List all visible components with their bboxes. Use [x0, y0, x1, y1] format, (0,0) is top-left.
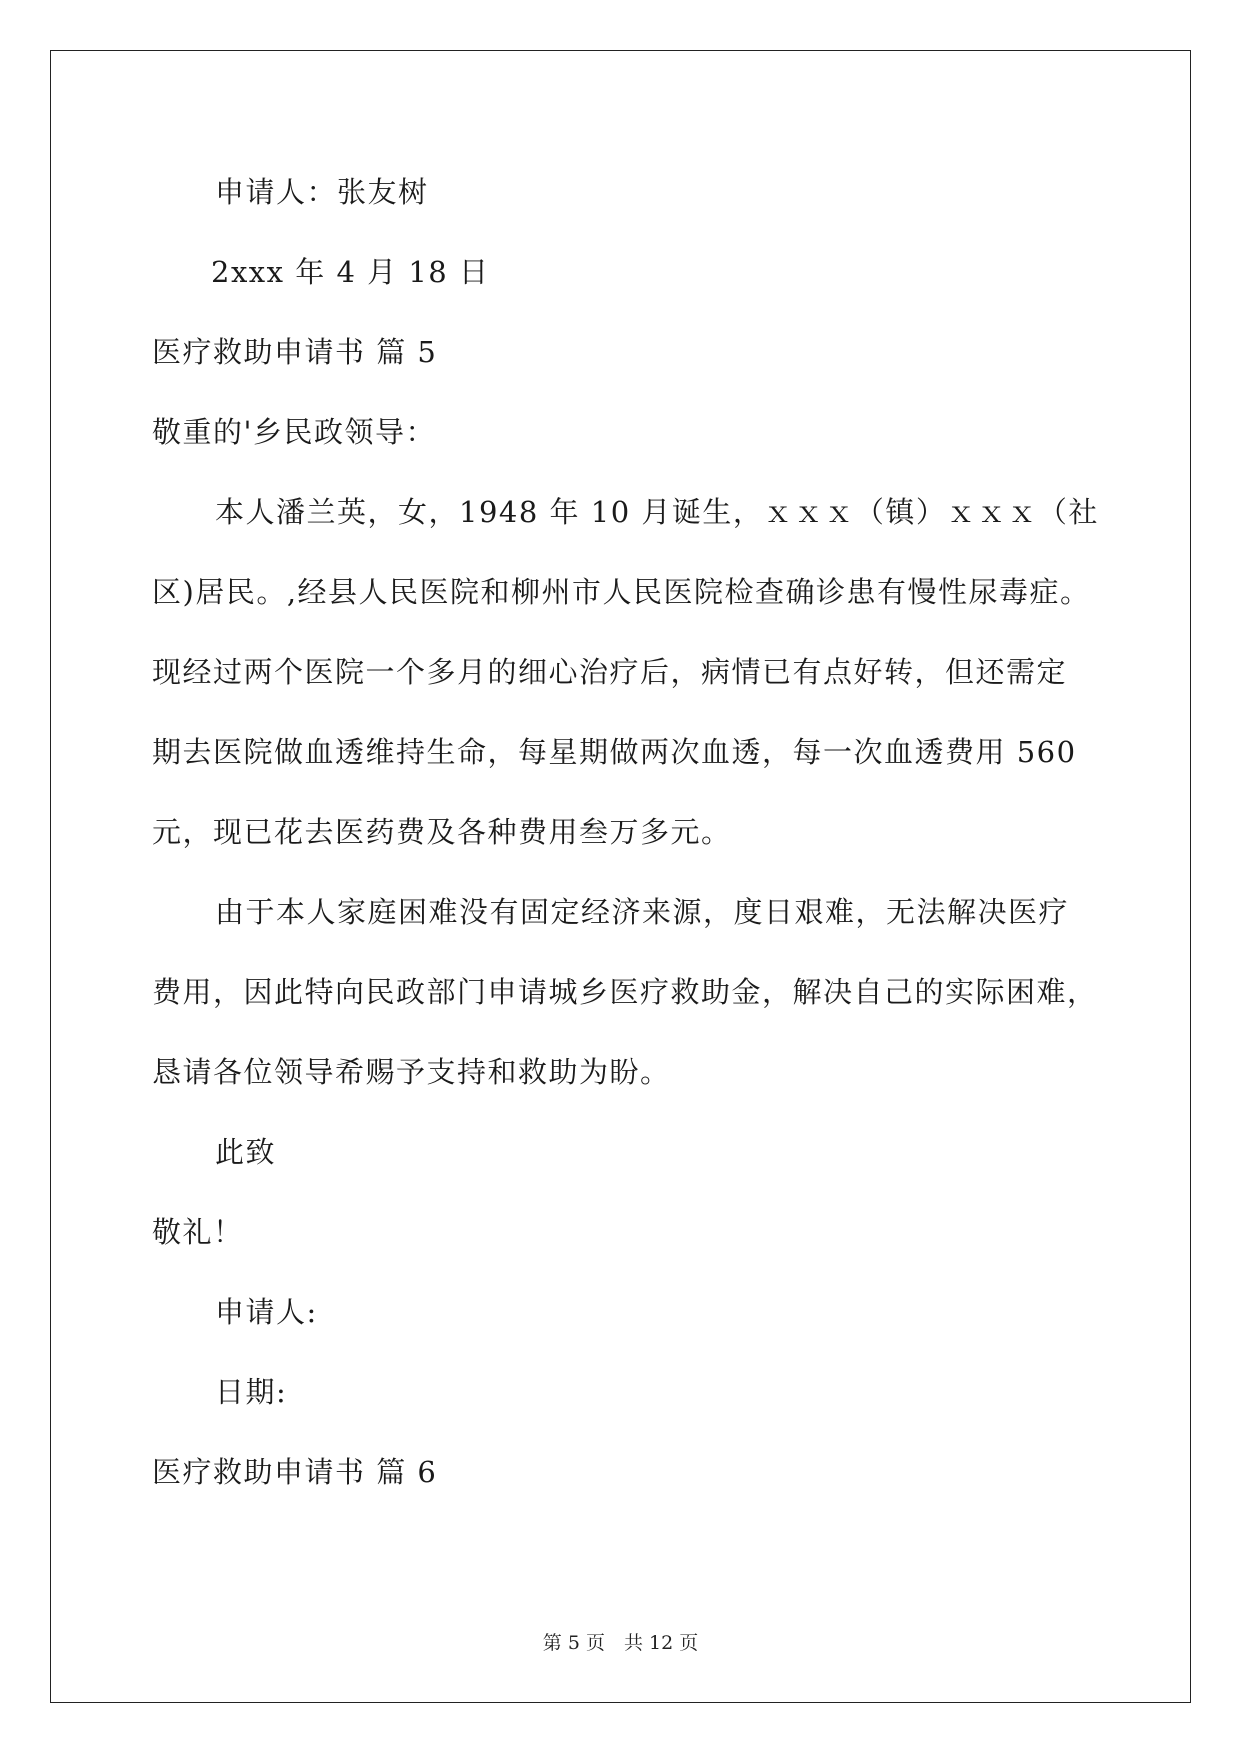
closing-cizhi: 此致 — [215, 1135, 277, 1169]
para1-line4: 期去医院做血透维持生命，每星期做两次血透，每一次血透费用 560 — [152, 735, 1077, 769]
para1-line2: 区)居民。,经县人民医院和柳州市人民医院检查确诊患有慢性尿毒症。 — [152, 575, 1091, 609]
section-heading-5: 医疗救助申请书 篇 5 — [152, 335, 438, 369]
para2-line3: 恳请各位领导希赐予支持和救助为盼。 — [152, 1055, 671, 1089]
para2-line2: 费用，因此特向民政部门申请城乡医疗救助金，解决自己的实际困难， — [152, 975, 1098, 1009]
para2-line1: 由于本人家庭困难没有固定经济来源，度日艰难，无法解决医疗 — [215, 895, 1070, 929]
para1-line1: 本人潘兰英，女，1948 年 10 月诞生，ｘｘｘ（镇）ｘｘｘ（社 — [215, 495, 1099, 529]
para1-line3: 现经过两个医院一个多月的细心治疗后，病情已有点好转，但还需定 — [152, 655, 1068, 689]
applicant-label: 申请人: — [215, 1295, 318, 1329]
section-heading-6: 医疗救助申请书 篇 6 — [152, 1455, 438, 1489]
signature-date: 2xxx 年 4 月 18 日 — [211, 255, 490, 289]
applicant-signature: 申请人：张友树 — [215, 175, 429, 209]
date-label: 日期: — [215, 1375, 288, 1409]
closing-jingli: 敬礼！ — [152, 1215, 244, 1249]
page-number: 第 5 页 共 12 页 — [542, 1632, 699, 1654]
salutation: 敬重的'乡民政领导： — [152, 415, 436, 449]
para1-line5: 元，现已花去医药费及各种费用叁万多元。 — [152, 815, 732, 849]
